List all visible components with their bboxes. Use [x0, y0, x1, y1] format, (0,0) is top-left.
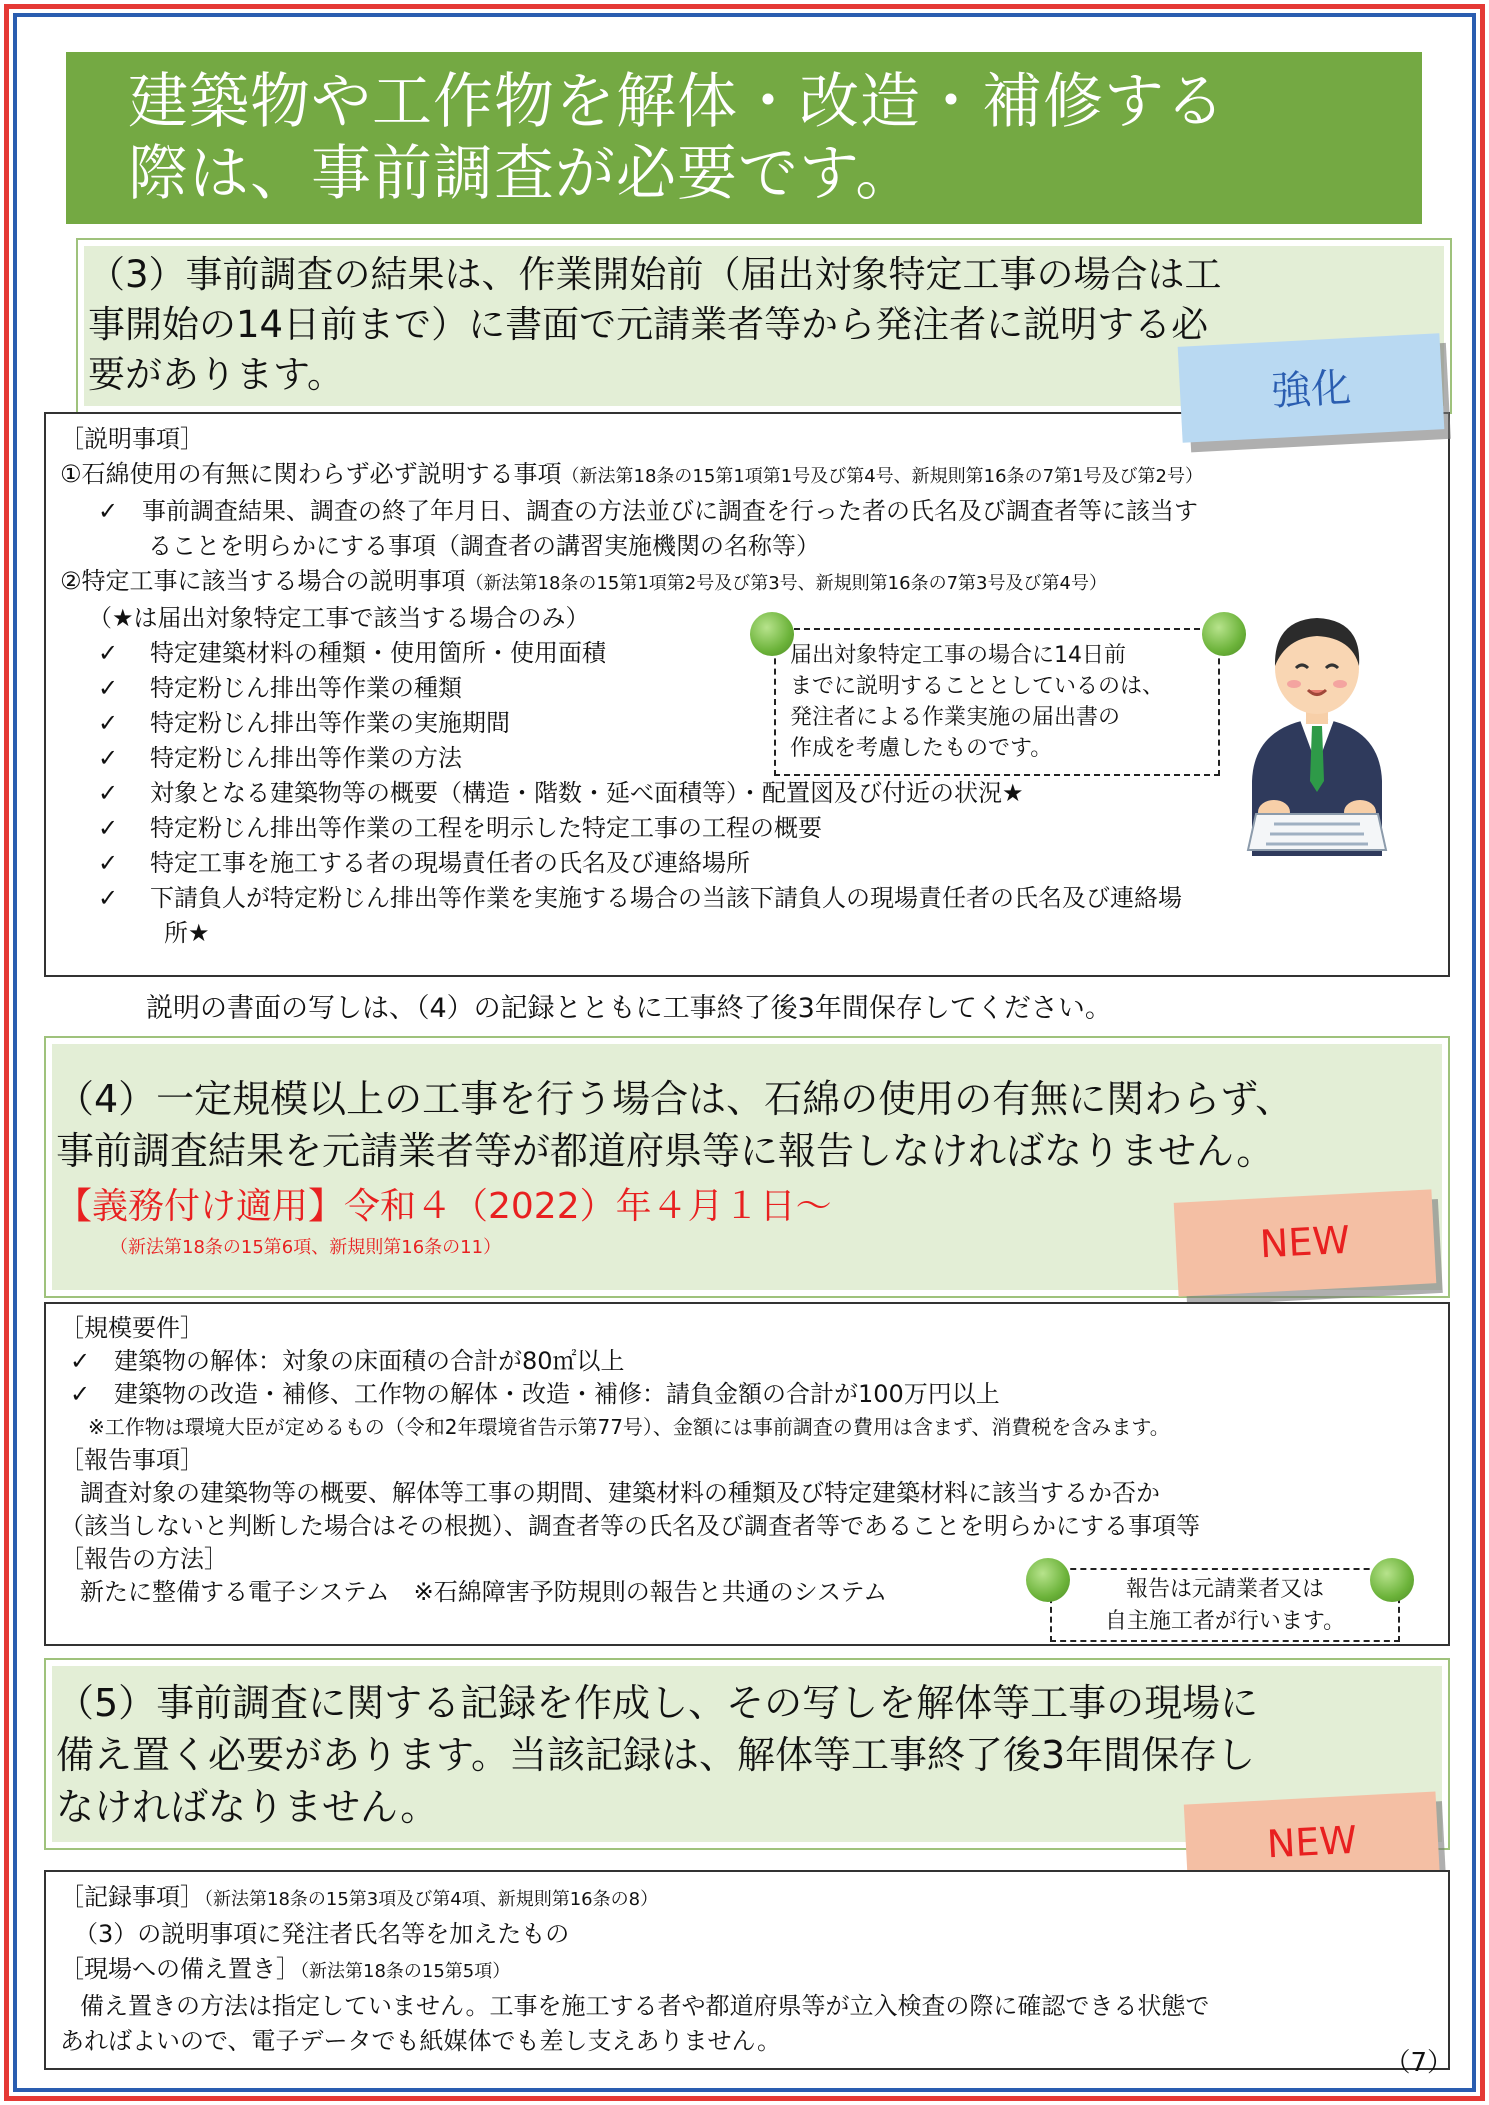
- check-icon: ✓: [97, 849, 119, 877]
- report-method-text: 新たに整備する電子システム ※石綿障害予防規則の報告と共通のシステム: [80, 1578, 888, 1606]
- check-icon: ✓: [97, 744, 119, 772]
- section-4-obligation-date: 【義務付け適用】令和４（2022）年４月１日～: [56, 1186, 832, 1227]
- checklist-item: ✓ 特定建築材料の種類・使用箇所・使用面積: [60, 636, 1434, 671]
- checklist-item: ✓ 対象となる建築物等の概要（構造・階数・延べ面積等）・配置図及び付近の状況★: [60, 776, 1434, 811]
- page-title-banner: [66, 52, 1422, 224]
- tag-new-label: NEW: [1258, 1217, 1352, 1267]
- explanation-item-1-check-cont: ることを明らかにする事項（調査者の講習実施機関の名称等）: [148, 532, 820, 560]
- explanation-item-2-title: ②特定工事に該当する場合の説明事項: [60, 567, 466, 595]
- checklist-item: ✓ 特定粉じん排出等作業の方法: [60, 741, 1434, 776]
- green-dot-icon: [1202, 612, 1246, 656]
- checklist-item: ✓ 特定粉じん排出等作業の工程を明示した特定工事の工程の概要: [60, 811, 1434, 846]
- section-4-heading-line-1: （4）一定規模以上の工事を行う場合は、石綿の使用の有無に関わらず、: [56, 1077, 1294, 1121]
- check-icon: ✓: [97, 674, 119, 702]
- onsite-keeping-line-1: 備え置きの方法は指定していません。工事を施工する者や都道府県等が立入検査の際に確認できる状態で: [80, 1992, 1210, 2020]
- page-title-line-1: 建築物や工作物を解体・改造・補修する: [128, 67, 1226, 137]
- scale-requirements-label: ［規模要件］: [60, 1314, 204, 1342]
- page-title-line-2: 際は、事前調査が必要です。: [128, 139, 917, 209]
- section-5-heading-line-2: 備え置く必要があります。当該記録は、解体等工事終了後3年間保存し: [56, 1733, 1256, 1777]
- onsite-keeping-reference: （新法第18条の15第5項）: [300, 1961, 511, 1982]
- report-method-label: ［報告の方法］: [60, 1545, 228, 1573]
- green-dot-icon: [1026, 1558, 1070, 1602]
- record-items-text: （3）の説明事項に発注者氏名等を加えたもの: [74, 1920, 570, 1948]
- explanation-items-label: ［説明事項］: [60, 425, 204, 453]
- explanation-item-1-reference: （新法第18条の15第1項第1号及び第4号、新規則第16条の7第1号及び第2号）: [561, 466, 1203, 487]
- check-icon: ✓: [69, 1347, 91, 1375]
- explanation-item-2-checklist: [60, 636, 1434, 881]
- record-items-reference: （新法第18条の15第3項及び第4項、新規則第16条の8）: [204, 1889, 659, 1910]
- tag-strengthened-label: 強化: [1269, 364, 1353, 416]
- report-items-label: ［報告事項］: [60, 1446, 204, 1474]
- explanation-item-2: [60, 564, 1434, 601]
- report-items-line-2: （該当しないと判断した場合はその根拠）、調査者等の氏名及び調査者等であることを明らかにする事項等: [60, 1512, 1200, 1540]
- onsite-keeping-line-2: あればよいので、電子データでも紙媒体でも差し支えありません。: [60, 2027, 781, 2055]
- scale-check-2: ✓ 建築物の改造・補修、工作物の解体・改造・補修：請負金額の合計が100万円以上: [60, 1378, 1434, 1411]
- checklist-item: ✓ 特定工事を施工する者の現場責任者の氏名及び連絡場所: [60, 846, 1434, 881]
- green-dot-icon: [1370, 1558, 1414, 1602]
- explanation-item-2-note: （★は届出対象特定工事で該当する場合のみ）: [88, 604, 590, 632]
- check-icon: ✓: [97, 497, 119, 525]
- section-4-reference: （新法第18条の15第6項、新規則第16条の11）: [110, 1237, 502, 1258]
- section-3-heading-line-1: （3）事前調査の結果は、作業開始前（届出対象特定工事の場合は工: [88, 253, 1222, 296]
- page-number: （7）: [1384, 2048, 1453, 2078]
- section-5-heading-line-3: なければなりません。: [56, 1785, 439, 1829]
- explanation-item-1: [60, 457, 1434, 494]
- scale-footnote: ※工作物は環境大臣が定めるもの（令和2年環境省告示第77号）、金額には事前調査の費用は含まず、消費税を含みます。: [88, 1415, 1170, 1439]
- check-icon: ✓: [97, 779, 119, 807]
- explanation-item-2-reference: （新法第18条の15第1項第2号及び第3号、新規則第16条の7第3号及び第4号）: [465, 573, 1107, 594]
- check-icon: ✓: [97, 639, 119, 667]
- tag-new-label: NEW: [1265, 1817, 1358, 1867]
- tag-strengthened: [1178, 333, 1445, 443]
- record-items-row: [60, 1880, 1434, 1917]
- report-items-line-1: 調査対象の建築物等の概要、解体等工事の期間、建築材料の種類及び特定建築材料に該当するか否か: [80, 1479, 1160, 1507]
- section-3-heading-line-3: 要があります。: [88, 353, 345, 396]
- explanation-item-1-check: ✓ 事前調査結果、調査の終了年月日、調査の方法並びに調査を行った者の氏名及び調査者等に該当す: [60, 494, 1434, 529]
- section-3-explanation-panel: [44, 412, 1450, 977]
- check-icon: ✓: [97, 884, 119, 912]
- section-3-callout-note: 届出対象特定工事の場合に14日前 までに説明することとしているのは、 発注者による作業実施の届出書の 作成を考慮したものです。: [774, 628, 1220, 776]
- check-icon: ✓: [97, 709, 119, 737]
- section-5-record-panel: [44, 1870, 1450, 2070]
- section-5-heading-line-1: （5）事前調査に関する記録を作成し、その写しを解体等工事の現場に: [56, 1681, 1259, 1725]
- green-dot-icon: [750, 612, 794, 656]
- section-3-retention-note: 説明の書面の写しは、（4）の記録とともに工事終了後3年間保存してください。: [146, 993, 1112, 1024]
- businessman-illustration-icon: [1244, 606, 1390, 856]
- record-items-label: ［記録事項］: [60, 1883, 204, 1911]
- scale-check-1: ✓ 建築物の解体：対象の床面積の合計が80㎡以上: [60, 1345, 1434, 1378]
- onsite-keeping-label: ［現場への備え置き］: [60, 1955, 300, 1983]
- section-4-heading-line-2: 事前調査結果を元請業者等が都道府県等に報告しなければなりません。: [56, 1129, 1275, 1173]
- checklist-item: ✓ 特定粉じん排出等作業の実施期間: [60, 706, 1434, 741]
- section-4-callout-note: 報告は元請業者又は 自主施工者が行います。: [1050, 1568, 1400, 1642]
- tag-new-section-4: [1174, 1189, 1437, 1296]
- explanation-item-1-title: ①石綿使用の有無に関わらず必ず説明する事項: [60, 460, 562, 488]
- explanation-item-2-check-last-cont: 所★: [164, 919, 210, 947]
- check-icon: ✓: [97, 814, 119, 842]
- section-3-heading-line-2: 事開始の14日前まで）に書面で元請業者等から発注者に説明する必: [88, 303, 1209, 346]
- explanation-item-2-check-last: ✓ 下請負人が特定粉じん排出等作業を実施する場合の当該下請負人の現場責任者の氏名及び連絡場: [60, 881, 1434, 916]
- check-icon: ✓: [69, 1380, 91, 1408]
- onsite-keeping-row: [60, 1952, 1434, 1989]
- checklist-item: ✓ 特定粉じん排出等作業の種類: [60, 671, 1434, 706]
